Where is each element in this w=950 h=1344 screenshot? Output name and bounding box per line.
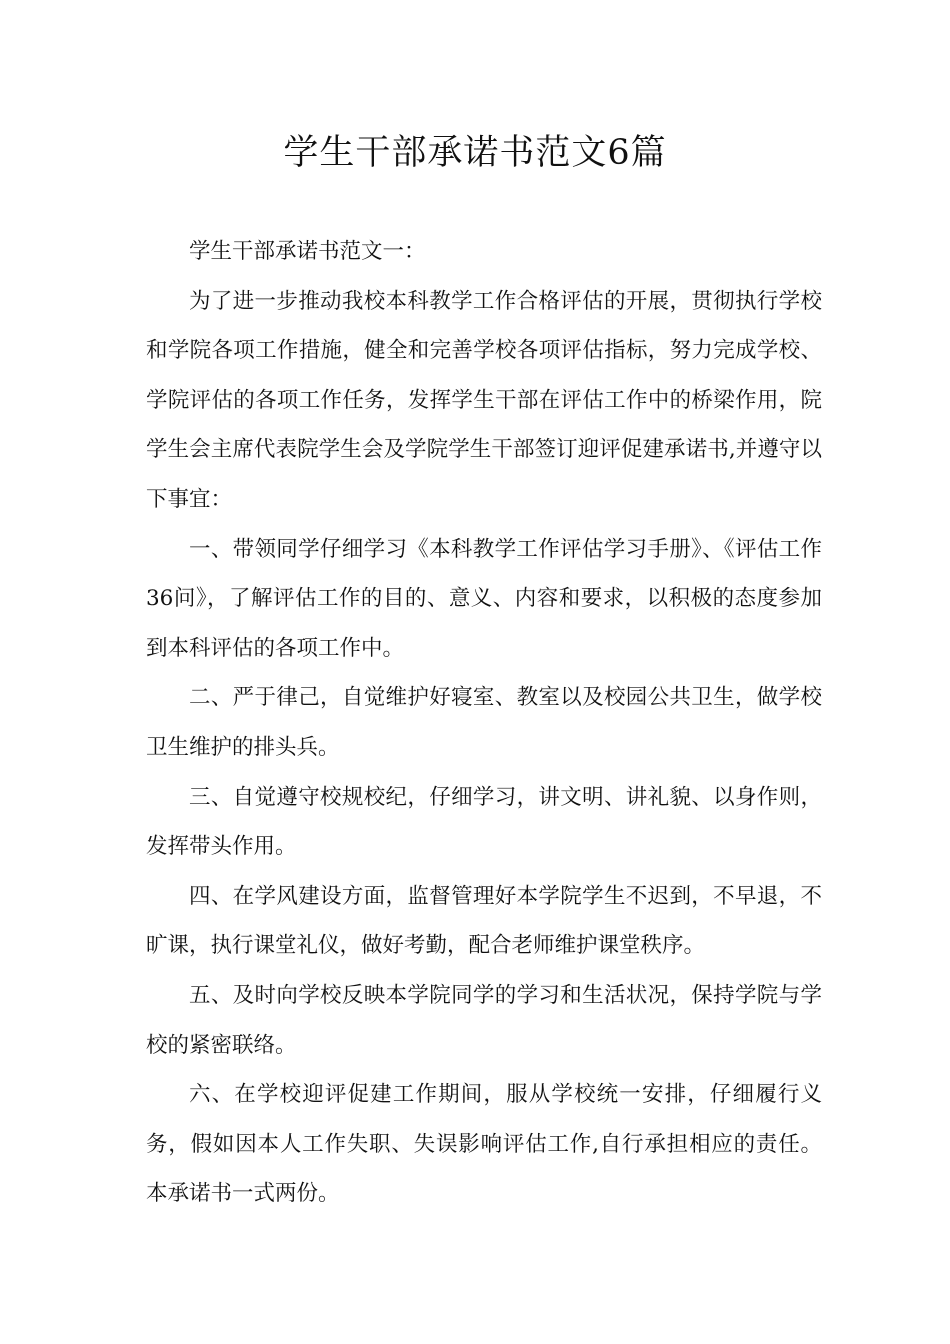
commitment-item-6: 六、在学校迎评促建工作期间，服从学校统一安排，仔细履行义务，假如因本人工作失职、失误影响评估工作,自行承担相应的责任。 本承诺书一式两份。: [146, 1082, 822, 1207]
document-title: 学生干部承诺书范文6篇: [283, 133, 667, 173]
intro-paragraph: 为了进一步推动我校本科教学工作合格评估的开展，贯彻执行学校和学院各项工作措施，健全和完善学校各项评估指标，努力完成学校、学院评估的各项工作任务，发挥学生干部在评估工作中的桥梁作用，院学生会主席代表院学生会及学院学生干部签订迎评促建承诺书,并遵守以下事宜：: [146, 288, 822, 512]
commitment-item-2: 二、严于律己，自觉维护好寝室、教室以及校园公共卫生，做学校卫生维护的排头兵。: [146, 685, 822, 760]
commitment-item-4: 四、在学风建设方面，监督管理好本学院学生不迟到，不早退，不旷课，执行课堂礼仪，做好考勤，配合老师维护课堂秩序。: [146, 883, 822, 959]
commitment-item-3: 三、自觉遵守校规校纪，仔细学习，讲文明、讲礼貌、以身作则，发挥带头作用。: [146, 784, 822, 860]
commitment-item-5: 五、及时向学校反映本学院同学的学习和生活状况，保持学院与学校的紧密联络。: [146, 982, 822, 1058]
document-body: [146, 227, 822, 1219]
section-heading: 学生干部承诺书范文一：: [189, 239, 426, 264]
commitment-item-1: 一、带领同学仔细学习《本科教学工作评估学习手册》、《评估工作36问》，了解评估工作的目的、意义、内容和要求，以积极的态度参加到本科评估的各项工作中。: [146, 536, 822, 661]
